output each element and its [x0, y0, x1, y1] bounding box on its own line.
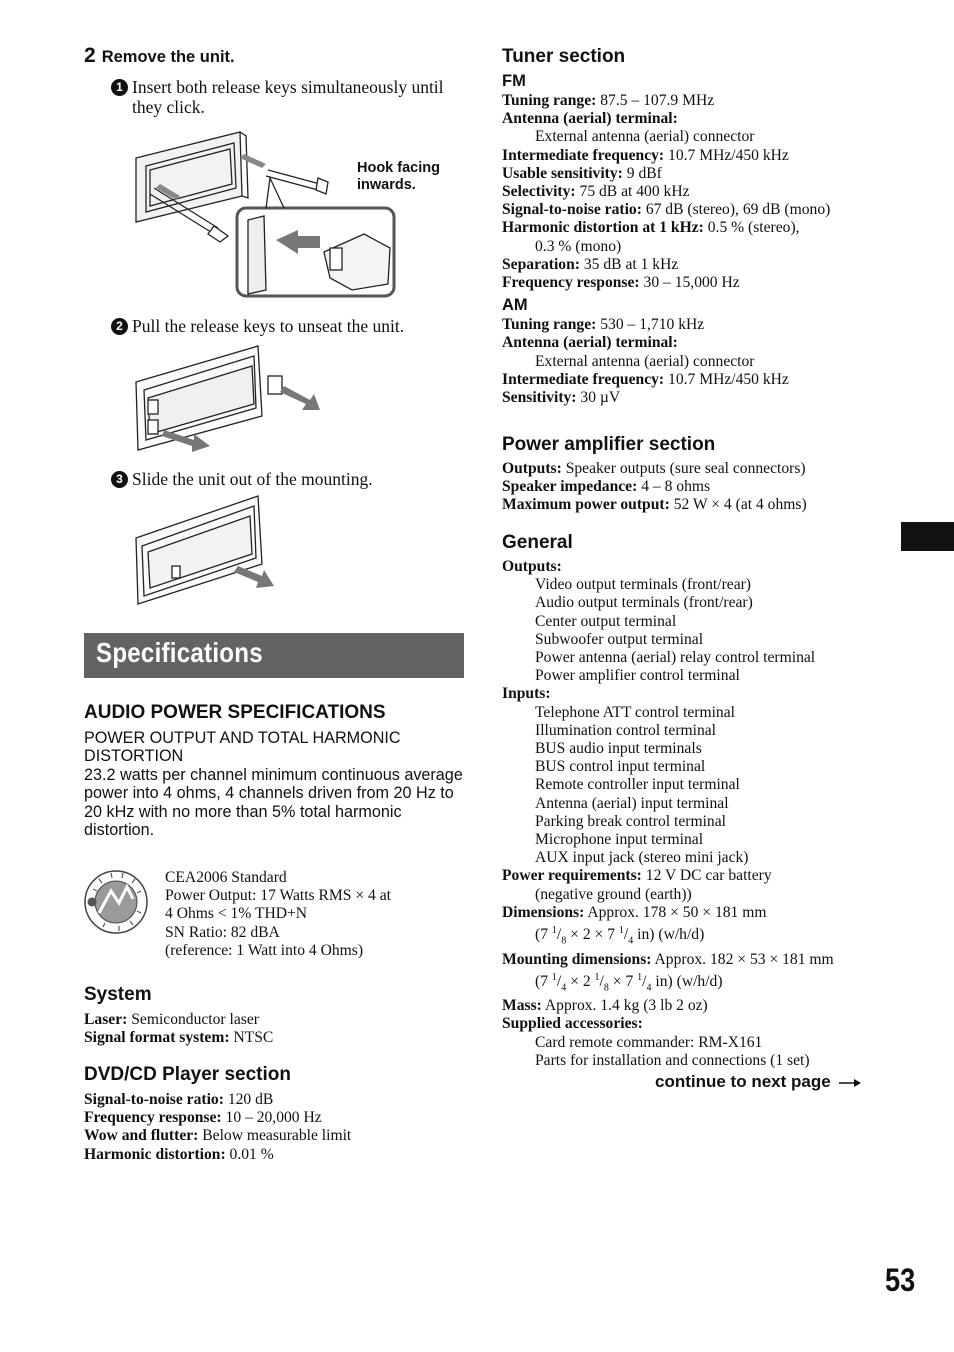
power-heading: Power amplifier section [502, 434, 716, 455]
audio-line-1: POWER OUTPUT AND TOTAL HARMONIC DISTORTION [84, 729, 401, 766]
dimensions-inches: (7 $^1/_8 \times 2 \times 7$ $^1/_4$ in) (w/h/d) [535, 925, 705, 947]
list-item: BUS audio input terminals [535, 740, 702, 758]
spec-row: 0.3 % (mono) [535, 237, 622, 255]
arrow-right-icon [838, 1078, 862, 1088]
list-item: Video output terminals (front/rear) [535, 576, 752, 594]
spec-row: (negative ground (earth)) [535, 885, 692, 903]
spec-row: Mounting dimensions: Approx. 182 × 53 × 181 mm [502, 950, 834, 968]
section-tab-marker [901, 522, 954, 551]
power-amplifier-section [502, 434, 882, 515]
spec-row: Power requirements: 12 V DC car battery [502, 867, 772, 885]
dvd-cd-section [84, 1064, 464, 1164]
step-title: Remove the unit. [101, 48, 235, 66]
pull-release-keys-illustration [134, 342, 329, 452]
spec-row: Mass: Approx. 1.4 kg (3 lb 2 oz) [502, 997, 708, 1015]
cea-line: (reference: 1 Watt into 4 Ohms) [165, 941, 364, 959]
list-item: Illumination control terminal [535, 721, 717, 739]
substep-text-2: Pull the release keys to unseat the unit. [132, 316, 405, 336]
spec-row: Signal-to-noise ratio: 67 dB (stereo), 69 dB (mono) [502, 201, 831, 219]
list-item: Parking break control terminal [535, 812, 726, 830]
cea-info [165, 869, 391, 960]
substep-marker-3: 3 [111, 471, 128, 488]
continue-label: continue to next page [655, 1072, 831, 1091]
audio-heading: AUDIO POWER SPECIFICATIONS [84, 702, 386, 723]
slide-unit-out-illustration [134, 494, 284, 606]
spec-row: Tuning range: 87.5 – 107.9 MHz [502, 92, 715, 109]
spec-row: Tuning range: 530 – 1,710 kHz [502, 316, 705, 334]
spec-row: External antenna (aerial) connector [535, 128, 755, 146]
substep-1 [111, 77, 451, 117]
fm-label: FM [502, 72, 526, 90]
spec-row: Signal-to-noise ratio: 120 dB [84, 1091, 274, 1108]
list-item: Power amplifier control terminal [535, 667, 740, 685]
cea-line: CEA2006 Standard [165, 869, 287, 886]
step-heading [84, 44, 235, 68]
spec-row: Supplied accessories: [502, 1015, 643, 1033]
list-item: Remote controller input terminal [535, 776, 740, 794]
spec-row: Harmonic distortion at 1 kHz: 0.5 % (stereo), [502, 219, 800, 237]
am-label: AM [502, 296, 528, 315]
substep-text-3: Slide the unit out of the mounting. [132, 469, 373, 489]
audio-power-specs [84, 702, 464, 839]
general-heading: General [502, 532, 573, 553]
substep-3 [111, 469, 451, 489]
mounting-inches: (7 $^1/_4 \times 2$ $^1/_8 \times 7$ $^1/_4$ in) (w/h/d) [535, 971, 723, 994]
page-number: 53 [885, 1262, 916, 1298]
list-item: BUS control input terminal [535, 758, 706, 776]
list-item: Power antenna (aerial) relay control terminal [535, 649, 816, 667]
spec-row: Harmonic distortion: 0.01 % [84, 1145, 274, 1163]
specifications-title: Specifications [96, 637, 263, 668]
cea-2006-logo [83, 869, 149, 935]
list-item: Parts for installation and connections (1 set) [535, 1051, 810, 1069]
substep-2 [111, 316, 451, 336]
list-item: Center output terminal [535, 612, 677, 630]
spec-row: Maximum power output: 52 W × 4 (at 4 ohms) [502, 496, 807, 514]
step-number: 2 [84, 44, 96, 67]
spec-row: Dimensions: Approx. 178 × 50 × 181 mm [502, 903, 767, 921]
spec-row: Outputs: [502, 558, 562, 575]
spec-row: Intermediate frequency: 10.7 MHz/450 kHz [502, 370, 789, 388]
list-item: Microphone input terminal [535, 831, 704, 849]
spec-row: Selectivity: 75 dB at 400 kHz [502, 183, 690, 201]
list-item: Audio output terminals (front/rear) [535, 594, 753, 612]
list-item: Subwoofer output terminal [535, 630, 704, 648]
list-item: Telephone ATT control terminal [535, 703, 735, 721]
spec-row: Sensitivity: 30 µV [502, 389, 621, 407]
specifications-banner [84, 633, 464, 678]
list-item: AUX input jack (stereo mini jack) [535, 849, 749, 867]
system-heading: System [84, 984, 152, 1005]
release-keys-insert-illustration [134, 130, 399, 300]
hook-callout: Hook facing inwards. [357, 160, 440, 193]
spec-row: Usable sensitivity: 9 dBf [502, 164, 662, 182]
spec-row: Signal format system: NTSC [84, 1029, 274, 1047]
substep-marker-1: 1 [111, 79, 128, 96]
cea-line: Power Output: 17 Watts RMS × 4 at [165, 887, 392, 905]
spec-row: External antenna (aerial) connector [535, 352, 755, 370]
substep-marker-2: 2 [111, 318, 128, 335]
spec-row: Frequency response: 10 – 20,000 Hz [84, 1109, 322, 1127]
cea-line: 4 Ohms < 1% THD+N [165, 905, 308, 923]
cea-line: SN Ratio: 82 dBA [165, 923, 280, 941]
spec-row: Antenna (aerial) terminal: [502, 110, 678, 128]
spec-row: Speaker impedance: 4 – 8 ohms [502, 478, 711, 496]
general-section [502, 532, 882, 1070]
tuner-heading: Tuner section [502, 46, 626, 67]
spec-row: Wow and flutter: Below measurable limit [84, 1127, 352, 1145]
spec-row: Outputs: Speaker outputs (sure seal connectors) [502, 460, 806, 477]
audio-line-2: 23.2 watts per channel minimum continuous average power into 4 ohms, 4 channels driven from 20 Hz to 20 kHz with no more than 5% total harmonic distortion. [84, 765, 463, 840]
spec-row: Intermediate frequency: 10.7 MHz/450 kHz [502, 146, 789, 164]
spec-row: Frequency response: 30 – 15,000 Hz [502, 274, 740, 292]
tuner-section [502, 46, 882, 407]
spec-row: Inputs: [502, 685, 551, 703]
dvd-heading: DVD/CD Player section [84, 1064, 291, 1085]
system-section [84, 984, 464, 1047]
spec-row: Antenna (aerial) terminal: [502, 334, 678, 352]
spec-row: Laser: Semiconductor laser [84, 1011, 259, 1028]
spec-row: Separation: 35 dB at 1 kHz [502, 255, 679, 273]
continue-next-page [655, 1072, 862, 1092]
substep-text-1: Insert both release keys simultaneously until they click. [132, 77, 444, 117]
list-item: Antenna (aerial) input terminal [535, 794, 729, 812]
list-item: Card remote commander: RM-X161 [535, 1033, 763, 1051]
